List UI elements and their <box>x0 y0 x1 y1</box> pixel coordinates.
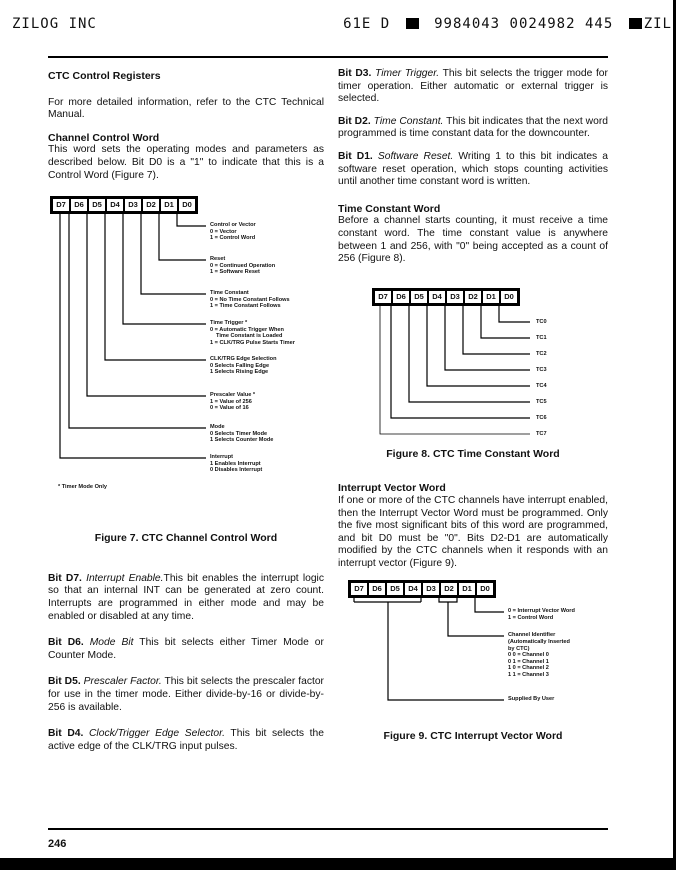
fig8-label: TC2 <box>536 350 547 357</box>
bit-cell: D4 <box>429 291 445 303</box>
iv-title: Interrupt Vector Word <box>338 482 446 495</box>
fig7-label-d3: Time Trigger * 0 = Automatic Trigger When Time Constant is Loaded 1 = CLK/TRG Pulse Starts Timer <box>210 320 295 346</box>
d7-paragraph: Bit D7. Interrupt Enable.This bit enables the interrupt logic so that an internal INT can be generated at zero count. Interrupts are programmed in either mode and may be enabled or disabled at any time. <box>48 572 324 622</box>
tc-text: Before a channel starts counting, it must receive a time constant word. The time constant value is anywhere between 1 and 256, with "0" being accepted as a count of 256 (Figure 8). <box>338 215 608 265</box>
figure-9 <box>348 580 608 720</box>
header-right <box>343 16 672 32</box>
fig8-label: TC6 <box>536 414 547 421</box>
scan-edge-bottom <box>0 858 676 870</box>
fig8-label: TC1 <box>536 334 547 341</box>
fig7-caption: Figure 7. CTC Channel Control Word <box>94 532 278 545</box>
fig9-label-d0: 0 = Interrupt Vector Word 1 = Control Word <box>508 608 575 622</box>
bit-cell: D1 <box>459 583 475 595</box>
bit-cell: D2 <box>441 583 457 595</box>
bit-cell: D1 <box>161 199 177 211</box>
bit-cell: D5 <box>387 583 403 595</box>
d4-paragraph: Bit D4. Clock/Trigger Edge Selector. This bit selects the active edge of the CLK/TRG input pulses. <box>48 728 324 752</box>
bit-cell: D6 <box>369 583 385 595</box>
fig7-label-d5: Prescaler Value * 1 = Value of 256 0 = Value of 16 <box>210 392 256 412</box>
page-number: 246 <box>48 838 67 850</box>
block-mark <box>406 18 419 29</box>
bit-cell: D3 <box>423 583 439 595</box>
bit-cell: D4 <box>107 199 123 211</box>
bit-cell: D4 <box>405 583 421 595</box>
fig7-label-d0: Control or Vector 0 = Vector 1 = Control Word <box>210 222 256 242</box>
bit-cell: D3 <box>125 199 141 211</box>
bit-cell: D7 <box>53 199 69 211</box>
bit-cell: D1 <box>483 291 499 303</box>
bit-cell: D0 <box>477 583 493 595</box>
fig7-label-d7: Interrupt 1 Enables Interrupt 0 Disables Interrupt <box>210 454 263 474</box>
page-header <box>12 16 672 38</box>
header-code-b: 9984043 0024982 445 <box>434 16 614 32</box>
bit-cell: D3 <box>447 291 463 303</box>
block-mark <box>629 18 642 29</box>
bottom-rule <box>48 828 608 830</box>
d5-paragraph: Bit D5. Prescaler Factor. This bit selects the prescaler factor for use in the timer mode. Either divide-by-16 or divide-by-256 is available. <box>48 676 324 713</box>
figure-7 <box>48 196 324 496</box>
bit-cell: D2 <box>465 291 481 303</box>
fig8-label: TC5 <box>536 398 547 405</box>
bit-cell: D2 <box>143 199 159 211</box>
fig9-label-d2d1: Channel Identifier (Automatically Inserted by CTC) 0 0 = Channel 0 0 1 = Channel 1 1 0 = Channel 2 1 1 = Channel 3 <box>508 632 570 679</box>
ccw-title: Channel Control Word <box>48 131 160 144</box>
iv-text: If one or more of the CTC channels have interrupt enabled, then the Interrupt Vector Word must be programmed. Only the five most significant bits of this word are programmed, and bit D0 must be "0". Bits D2-D1 are automatically modified by the CTC channels when it responds with an interrupt vector (Figure 9). <box>338 494 608 569</box>
ccw-text: This word sets the operating modes and parameters as described below. Bit D0 is a "1" to indicate that this is a Control Word (Figure 7). <box>48 144 324 181</box>
header-left: ZILOG INC <box>12 16 97 32</box>
bit-cell: D7 <box>375 291 391 303</box>
fig8-label: TC0 <box>536 318 547 325</box>
fig8-label: TC4 <box>536 382 547 389</box>
fig7-label-d4: CLK/TRG Edge Selection 0 Selects Falling Edge 1 Selects Rising Edge <box>210 356 277 376</box>
left-column <box>48 70 324 763</box>
fig8-label: TC7 <box>536 430 547 437</box>
bit-cell: D6 <box>71 199 87 211</box>
bit-cell: D5 <box>411 291 427 303</box>
fig7-label-d1: Reset 0 = Continued Operation 1 = Software Reset <box>210 256 276 276</box>
d3-paragraph: Bit D3. Timer Trigger. This bit selects the trigger mode for timer operation. Either automatic or external trigger is selected. <box>338 68 608 105</box>
bit-cell: D0 <box>501 291 517 303</box>
d1-paragraph: Bit D1. Software Reset. Writing 1 to this bit indicates a software reset operation, which stops counting activities until another time constant word is written. <box>338 150 608 188</box>
fig9-caption: Figure 9. CTC Interrupt Vector Word <box>383 730 563 743</box>
section-title: CTC Control Registers <box>48 70 161 82</box>
d2-paragraph: Bit D2. Time Constant. This bit indicates that the next word programmed is time constant data for the downcounter. <box>338 115 608 140</box>
figure-8 <box>372 288 608 438</box>
bit-cell: D0 <box>179 199 195 211</box>
fig7-label-d2: Time Constant 0 = No Time Constant Follows 1 = Time Constant Follows <box>210 290 290 310</box>
header-code-c: ZIL <box>643 16 672 32</box>
fig9-label-user: Supplied By User <box>508 696 555 703</box>
fig7-label-d6: Mode 0 Selects Timer Mode 1 Selects Counter Mode <box>210 424 274 444</box>
fig7-note: * Timer Mode Only <box>58 484 108 491</box>
top-rule <box>48 56 608 58</box>
bit-cell: D7 <box>351 583 367 595</box>
fig8-label: TC3 <box>536 366 547 373</box>
right-column <box>338 68 608 743</box>
tc-title: Time Constant Word <box>338 202 441 215</box>
bit-cell: D5 <box>89 199 105 211</box>
fig8-caption: Figure 8. CTC Time Constant Word <box>386 447 560 460</box>
intro-text: For more detailed information, refer to the CTC Technical Manual. <box>48 96 324 121</box>
bit-cell: D6 <box>393 291 409 303</box>
header-code-a: 61E D <box>343 16 391 32</box>
d6-paragraph: Bit D6. Mode Bit This bit selects either Timer Mode or Counter Mode. <box>48 637 324 661</box>
